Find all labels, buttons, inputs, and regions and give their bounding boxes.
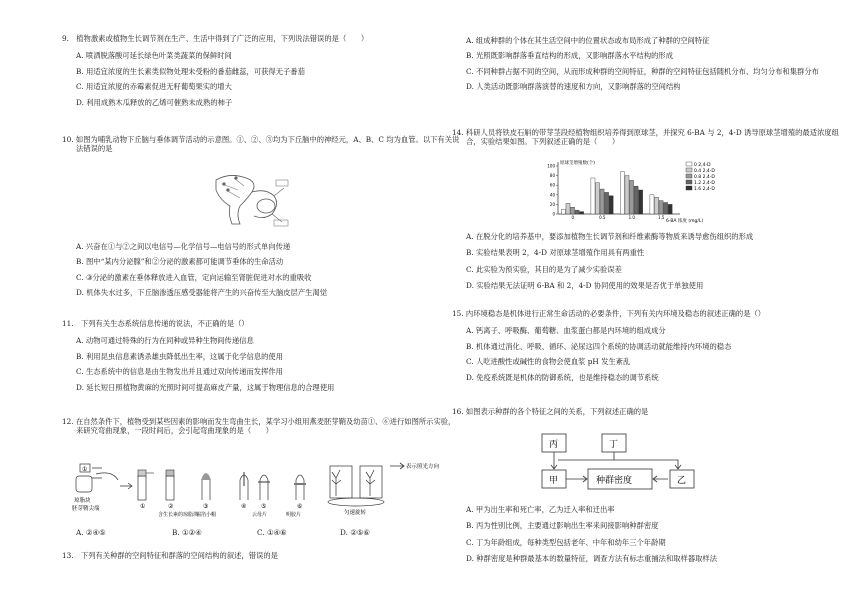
y-axis-label: 原球茎增殖数(个) (560, 161, 596, 166)
option-b: B. 用适宜浓度的生长素类似物处理未受粉的番茄雌蕊，可获得无子番茄 (76, 66, 305, 76)
hypothalamus-pituitary-figure (210, 170, 290, 232)
bar (625, 176, 629, 214)
legend-swatch (686, 162, 692, 166)
legend-swatch (686, 174, 692, 178)
option-b: B. 机体通过消化、呼吸、循环、泌尿这四个系统的协调活动就能维持内环境的稳态 (466, 341, 732, 351)
setup-number: ① (140, 503, 146, 510)
x-tick-label: 1.0 (628, 215, 635, 220)
option-a: A. 兴奋在①与②之间以电信号—化学信号—电信号的形式单向传递 (76, 242, 291, 251)
question-10 (62, 135, 462, 154)
label-bing: 丙 (549, 440, 559, 450)
setup-6 (286, 475, 306, 518)
question-stem: 9. 植物激素或植物生长调节剂在生产、生活中得到了广泛的应用，下列说法错误的是（ ） (62, 34, 369, 43)
y-tick-label: 80 (549, 173, 555, 179)
y-tick-label: 100 (547, 163, 555, 169)
option-a: A. 甲为出生率和死亡率，乙为迁入率和迁出率 (466, 505, 615, 514)
label-gelatin: 明胶片 (286, 512, 302, 518)
question-13 (62, 551, 462, 560)
bar (654, 197, 658, 214)
option-a: A. ②④⑤ (76, 528, 106, 537)
option-a: A. 喷洒脱落酸可延长绿色叶菜类蔬菜的保鲜时间 (76, 51, 232, 61)
bar (561, 209, 565, 214)
option-b: B. 光照既影响群落垂直结构的形成，又影响群落水平结构的形成 (466, 51, 674, 61)
option-a: A. 钙离子、呼吸酶、葡萄糖、血浆蛋白都是内环境的组成成分 (466, 326, 666, 336)
option-a: A. 动物可通过特殊的行为在同种或异种生物间传递信息 (76, 336, 254, 346)
setup-5 (252, 475, 270, 518)
legend-entry: 0.4 2,4-D (694, 169, 715, 174)
option-c: C. 此实验为预实验，其目的是为了减少实验误差 (466, 264, 622, 274)
x-tick-label: 0 (571, 215, 575, 220)
question-stem: 11. 下列有关生态系统信息传递的说法，不正确的是（） (62, 319, 249, 328)
legend-entry: 1.6 2,4-D (694, 187, 715, 192)
question-11 (62, 319, 462, 392)
question-stem: 12. 在自然条件下，植物受到某些因素的影响而发生弯曲生长，某学习小组用燕麦胚芽鞘及幼苗①、⑥进行如图所示实验，来研究弯曲现象，一段时间后，会引起弯曲现象的是（ ） (62, 417, 456, 436)
y-tick-label: 20 (549, 201, 555, 207)
question-16-options (452, 505, 852, 564)
bar (595, 183, 599, 214)
legend-swatch (686, 186, 692, 190)
option-c: C. ③分泌的激素在垂体释放进入血管，定向运输至肾脏促进对水的重吸收 (76, 272, 312, 282)
question-stem: 13. 下列有关种群的空间特征和群落的空间结构的叙述，错误的是 (62, 551, 278, 560)
question-10-options (62, 242, 462, 298)
bar (570, 207, 574, 214)
option-d: D. 人类活动既影响群落演替的速度和方向，又影响群落的空间结构 (466, 82, 681, 92)
option-a: A. 组成种群的个体在其生活空间中的位置状态或布局形成了种群的空间特征 (466, 36, 710, 45)
setup-number: ⑤ (261, 503, 267, 510)
legend-entry: 0 2,4-D (694, 163, 711, 168)
question-14 (452, 128, 852, 147)
label-agar-block: 琼脂块 (74, 498, 91, 504)
option-d: D. 机体失水过多，下丘脑渗透压感受器能将产生的兴奋传至大脑皮层产生渴觉 (76, 288, 328, 298)
figure-label-a: ① (82, 466, 88, 473)
coleoptile-experiment-figure (72, 456, 462, 518)
bar (609, 196, 613, 214)
option-c: C. 丁为年龄组成，每种类型包括老年、中年和幼年三个年龄期 (466, 537, 666, 547)
question-stem: 15. 内环境稳态是机体进行正常生命活动的必要条件，下列有关内环境及稳态的叙述正确的是（） (452, 309, 766, 318)
option-d: D. 延长短日照植物黄麻的光照时间可提高麻皮产量，这属于物理信息的合理使用 (76, 382, 335, 392)
x-tick-label: 1.5 (658, 215, 665, 220)
setup-number: ④ (241, 503, 247, 510)
label-light-direction: 表示照光方向 (406, 464, 440, 470)
rotating-pots (328, 466, 384, 516)
x-axis-label: 6-BA 浓度 (mg/L) (666, 219, 704, 224)
option-c: C. 生态系统中的信息是由生物发出并且通过双向传递而发挥作用 (76, 367, 283, 377)
option-d: D. 免疫系统既是机体的防御系统，也是维持稳态的调节系统 (466, 372, 659, 382)
setup-3 (196, 473, 216, 518)
question-16 (452, 407, 852, 416)
label-rotate: 匀速旋转 (344, 510, 367, 516)
bar (639, 190, 643, 214)
label-coleoptile-tip: 胚芽鞘尖端 (72, 506, 100, 512)
setup-1 (138, 470, 154, 510)
setup-2 (158, 470, 198, 518)
y-tick-label: 0 (552, 211, 555, 217)
light-legend (390, 462, 440, 470)
bar (659, 201, 663, 214)
bar (664, 202, 668, 214)
option-b: B. 丙为性别比例，主要通过影响出生率来间接影响种群密度 (466, 521, 659, 531)
option-d: D. 实验结果无法证明 6-BA 和 2，4-D 协同使用的效果是否优于单独使用 (466, 281, 704, 291)
label-ding: 丁 (609, 440, 619, 450)
legend-entry: 1.2 2,4-D (694, 181, 715, 186)
option-b: B. ①②④ (172, 528, 202, 537)
label-density: 种群密度 (596, 476, 633, 486)
option-b: B. 利用昆虫信息素诱杀雄虫降低出生率，这属于化学信息的使用 (76, 351, 284, 361)
option-c: C. 用适宜浓度的赤霉素促进无籽葡萄果实的增大 (76, 82, 232, 92)
question-stem: 16. 如图表示种群的各个特征之间的关系，下列叙述正确的是 (452, 407, 649, 416)
bar (600, 189, 604, 214)
option-c: C. ①④⑥ (257, 528, 287, 537)
legend-swatch (686, 168, 692, 172)
bar (650, 195, 654, 214)
label-tin-cap: 锡箔小帽 (196, 512, 217, 518)
question-9 (62, 34, 462, 107)
population-feature-diagram (538, 432, 698, 498)
label-yi: 乙 (677, 476, 687, 486)
bar (668, 204, 672, 214)
question-12 (62, 417, 462, 436)
question-13-options (452, 36, 852, 92)
question-stem: 10. 如图为哺乳动物下丘脑与垂体调节活动的示意图。①、②、③均为下丘脑中的神经元，A、B、C 均为血管。以下有关说法错误的是 (62, 135, 460, 154)
legend-swatch (686, 180, 692, 184)
x-tick-label: 0.5 (599, 215, 606, 220)
option-d: D. 种群密度是种群最基本的数量特征，调查方法有标志重捕法和取样器取样法 (466, 554, 718, 564)
label-jia: 甲 (549, 476, 559, 486)
option-b: B. 实验结果表明 2，4-D 对原球茎增殖作用具有两重性 (466, 248, 645, 258)
setup-4 (240, 472, 248, 510)
option-b: B. 图中“某内分泌腺”和②分泌的激素都可能调节垂体的生命活动 (76, 257, 284, 267)
bar (620, 172, 624, 214)
setup-number: ② (168, 503, 174, 510)
setup-number: ③ (203, 503, 209, 510)
option-a: A. 在脱分化的培养基中，要添加植物生长调节剂和纤维素酶等物质来诱导愈伤组织的形成 (466, 232, 754, 241)
bar (575, 210, 579, 214)
y-tick-label: 60 (549, 182, 555, 188)
bar (591, 178, 595, 214)
bar (629, 180, 633, 214)
label-growth-agar: 含生长素的琼脂块 (158, 512, 199, 518)
bar (580, 212, 584, 214)
protocorm-bar-chart (536, 158, 736, 224)
option-c: C. 人吃进酸性或碱性的食物会使血浆 pH 发生紊乱 (466, 357, 631, 367)
setup-number: ⑥ (297, 503, 303, 510)
bar (605, 192, 609, 214)
y-tick-label: 40 (549, 192, 555, 198)
question-14-options (452, 232, 852, 291)
option-d: D. ②⑤⑥ (340, 528, 370, 537)
legend-entry: 0.8 2,4-D (694, 175, 715, 180)
question-15 (452, 309, 852, 382)
option-c: C. 不同种群占据不同的空间，从而形成种群的空间特征，种群的空间特征包括随机分布、均匀分布和集群分布 (466, 66, 819, 76)
label-mica: 云母片 (252, 512, 268, 518)
question-stem: 14. 科研人员将铁皮石斛的带芽茎段经植物组织培养得到原球茎，并探究 6-BA 与 2，4-D 诱导原球茎增殖的最适浓度组合，实验结果如图。下列叙述正确的是（ ） (452, 128, 839, 147)
option-d: D. 利用成熟木瓜释放的乙烯可催熟未成熟的柿子 (76, 97, 233, 107)
bar (566, 203, 570, 214)
bar (634, 186, 638, 214)
